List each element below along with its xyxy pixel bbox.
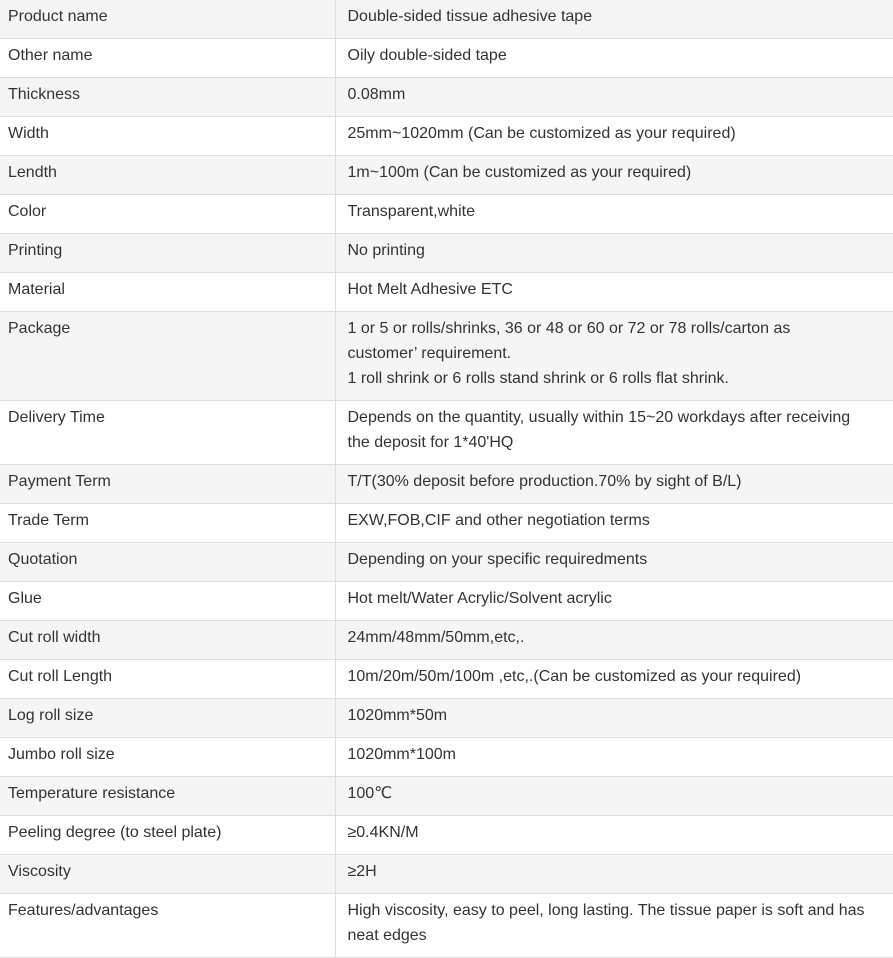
table-row [0,816,893,855]
spec-label: Features/advantages [0,894,335,958]
spec-value [335,738,893,777]
spec-label: Width [0,117,335,156]
spec-value-line: No printing [347,242,425,259]
table-row [0,156,893,195]
spec-value [335,156,893,195]
table-row [0,195,893,234]
spec-label: Viscosity [0,855,335,894]
spec-value-line: High viscosity, easy to peel, long lasting. The tissue paper is soft and has [347,902,865,919]
table-row [0,312,893,401]
spec-value-line: Hot melt/Water Acrylic/Solvent acrylic [347,590,612,607]
spec-label: Quotation [0,543,335,582]
spec-label: Other name [0,39,335,78]
spec-value [335,312,893,401]
spec-value-line: 100℃ [347,785,393,802]
table-row [0,401,893,465]
spec-value [335,621,893,660]
spec-label: Trade Term [0,504,335,543]
spec-value-line: ≥2H [347,863,377,880]
spec-value-line: Hot Melt Adhesive ETC [347,281,513,298]
spec-value-line: ≥0.4KN/M [347,824,419,841]
spec-value [335,195,893,234]
spec-value-line: Oily double-sided tape [347,47,507,64]
spec-value-line: 25mm~1020mm (Can be customized as your required) [347,125,736,142]
table-row [0,504,893,543]
spec-label: Thickness [0,78,335,117]
spec-label: Lendth [0,156,335,195]
spec-value-line: 1 roll shrink or 6 rolls stand shrink or 6 rolls flat shrink. [347,370,729,387]
spec-value-line: 0.08mm [347,86,406,103]
spec-label: Color [0,195,335,234]
spec-label: Payment Term [0,465,335,504]
table-row [0,543,893,582]
table-row [0,894,893,958]
spec-value [335,401,893,465]
table-row [0,621,893,660]
spec-value [335,894,893,958]
spec-value [335,465,893,504]
spec-value [335,39,893,78]
spec-label: Printing [0,234,335,273]
spec-value-line: neat edges [347,927,427,944]
spec-label: Material [0,273,335,312]
spec-value [335,0,893,39]
spec-value-line: the deposit for 1*40'HQ [347,434,514,451]
spec-value-line: T/T(30% deposit before production.70% by sight of B/L) [347,473,742,490]
spec-value-line: 1020mm*100m [347,746,456,763]
table-row [0,78,893,117]
spec-value-line: 1 or 5 or rolls/shrinks, 36 or 48 or 60 or 72 or 78 rolls/carton as [347,320,791,337]
table-row [0,738,893,777]
spec-value [335,234,893,273]
spec-label: Delivery Time [0,401,335,465]
table-row [0,273,893,312]
table-row [0,234,893,273]
table-row [0,39,893,78]
spec-value-line: 10m/20m/50m/100m ,etc,.(Can be customized as your required) [347,668,802,685]
spec-label: Product name [0,0,335,39]
table-row [0,855,893,894]
table-row [0,117,893,156]
spec-value [335,78,893,117]
table-row [0,582,893,621]
spec-value-line: 1m~100m (Can be customized as your required) [347,164,692,181]
spec-label: Cut roll Length [0,660,335,699]
spec-value [335,273,893,312]
spec-value-line: Depends on the quantity, usually within 15~20 workdays after receiving [347,409,851,426]
spec-value-line: customer’ requirement. [347,345,512,362]
spec-value [335,117,893,156]
table-row [0,465,893,504]
spec-value-line: 24mm/48mm/50mm,etc,. [347,629,525,646]
spec-value [335,777,893,816]
spec-value-line: 1020mm*50m [347,707,448,724]
spec-label: Package [0,312,335,401]
spec-value [335,855,893,894]
spec-value [335,582,893,621]
spec-value [335,816,893,855]
spec-label: Glue [0,582,335,621]
spec-label: Temperature resistance [0,777,335,816]
spec-label: Peeling degree (to steel plate) [0,816,335,855]
table-row [0,699,893,738]
spec-value-line: Double-sided tissue adhesive tape [347,8,593,25]
spec-label: Jumbo roll size [0,738,335,777]
spec-value [335,660,893,699]
spec-value [335,504,893,543]
spec-value-line: Transparent,white [347,203,475,220]
table-row [0,0,893,39]
spec-value [335,699,893,738]
spec-label: Cut roll width [0,621,335,660]
spec-value-line: EXW,FOB,CIF and other negotiation terms [347,512,650,529]
table-row [0,777,893,816]
spec-value-line: Depending on your specific requiredments [347,551,648,568]
table-row [0,660,893,699]
spec-label: Log roll size [0,699,335,738]
spec-value [335,543,893,582]
